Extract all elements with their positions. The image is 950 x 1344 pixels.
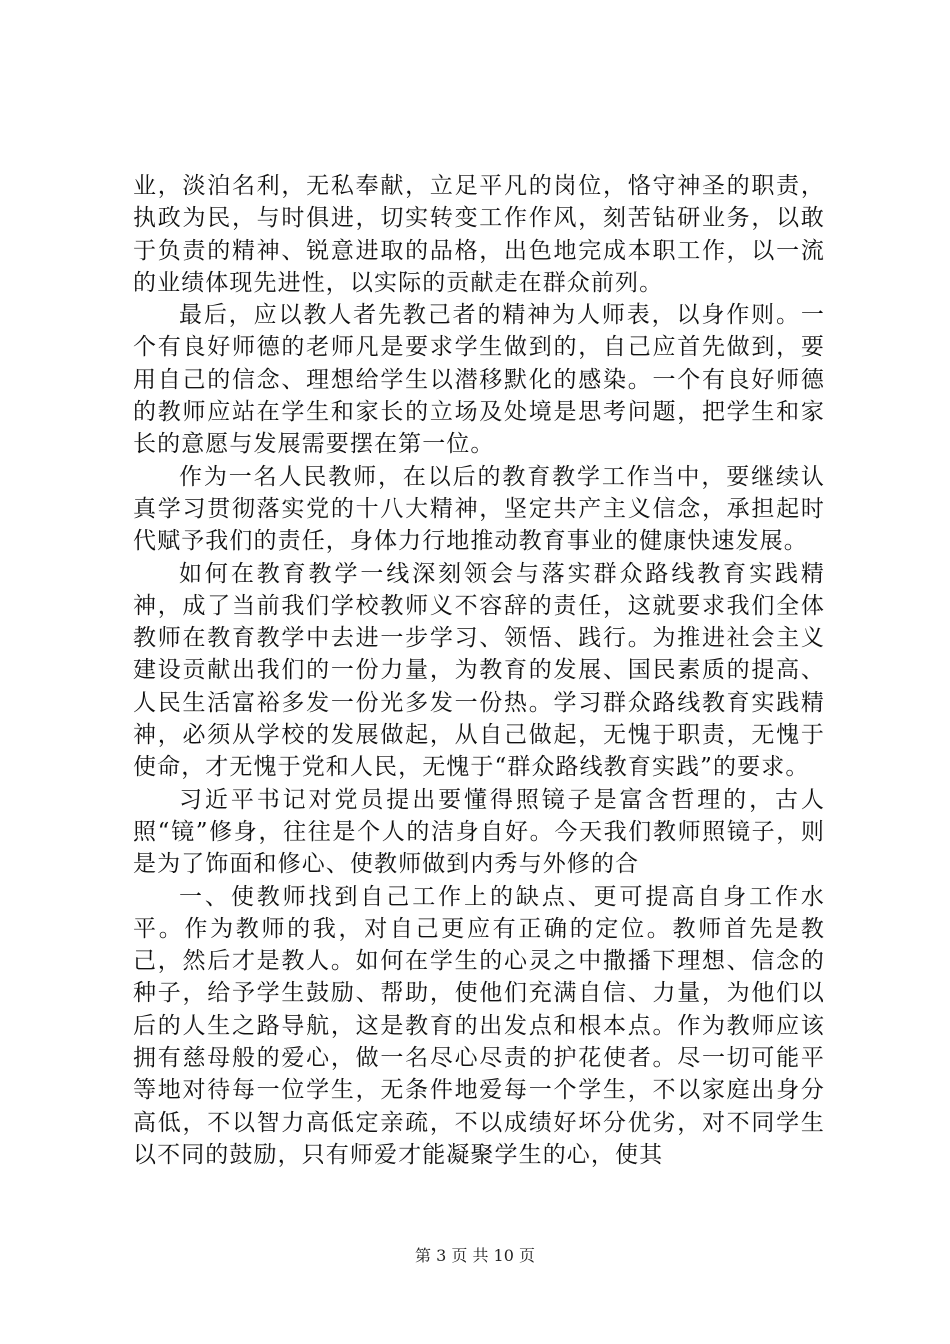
paragraph-2: 最后，应以教人者先教己者的精神为人师表，以身作则。一个有良好师德的老师凡是要求学生做到的，自己应首先做到，要用自己的信念、理想给学生以潜移默化的感染。一个有良好师德的教师应站在学生和家长的立场及处境是思考问题，把学生和家长的意愿与发展需要摆在第一位。 xyxy=(133,302,825,458)
paragraph-5: 习近平书记对党员提出要懂得照镜子是富含哲理的，古人照“镜”修身，往往是个人的洁身自好。今天我们教师照镜子，则是为了饰面和修心、使教师做到内秀与外修的合 xyxy=(133,786,825,878)
document-body xyxy=(133,170,825,1171)
page-number-footer: 第 3 页 共 10 页 xyxy=(415,1246,535,1265)
paragraph-6: 一、使教师找到自己工作上的缺点、更可提高自身工作水平。作为教师的我，对自己更应有正确的定位。教师首先是教己，然后才是教人。如何在学生的心灵之中撒播下理想、信念的种子，给予学生鼓励、帮助，使他们充满自信、力量，为他们以后的人生之路导航，这是教育的出发点和根本点。作为教师应该拥有慈母般的爱心，做一名尽心尽责的护花使者。尽一切可能平等地对待每一位学生，无条件地爱每一个学生，不以家庭出身分高低，不以智力高低定亲疏，不以成绩好坏分优劣，对不同学生以不同的鼓励，只有师爱才能凝聚学生的心，使其 xyxy=(133,883,825,1168)
paragraph-1: 业，淡泊名利，无私奉献，立足平凡的岗位，恪守神圣的职责，执政为民，与时俱进，切实转变工作作风，刻苦钻研业务，以敢于负责的精神、锐意进取的品格，出色地完成本职工作，以一流的业绩体现先进性，以实际的贡献走在群众前列。 xyxy=(133,173,825,296)
paragraph-3: 作为一名人民教师，在以后的教育教学工作当中，要继续认真学习贯彻落实党的十八大精神，坚定共产主义信念，承担起时代赋予我们的责任，身体力行地推动教育事业的健康快速发展。 xyxy=(133,463,825,555)
paragraph-4: 如何在教育教学一线深刻领会与落实群众路线教育实践精神，成了当前我们学校教师义不容辞的责任，这就要求我们全体教师在教育教学中去进一步学习、领悟、践行。为推进社会主义建设贡献出我们的一份力量，为教育的发展、国民素质的提高、人民生活富裕多发一份光多发一份热。学习群众路线教育实践精神，必须从学校的发展做起，从自己做起，无愧于职责，无愧于使命，才无愧于党和人民，无愧于“群众路线教育实践”的要求。 xyxy=(133,560,825,781)
